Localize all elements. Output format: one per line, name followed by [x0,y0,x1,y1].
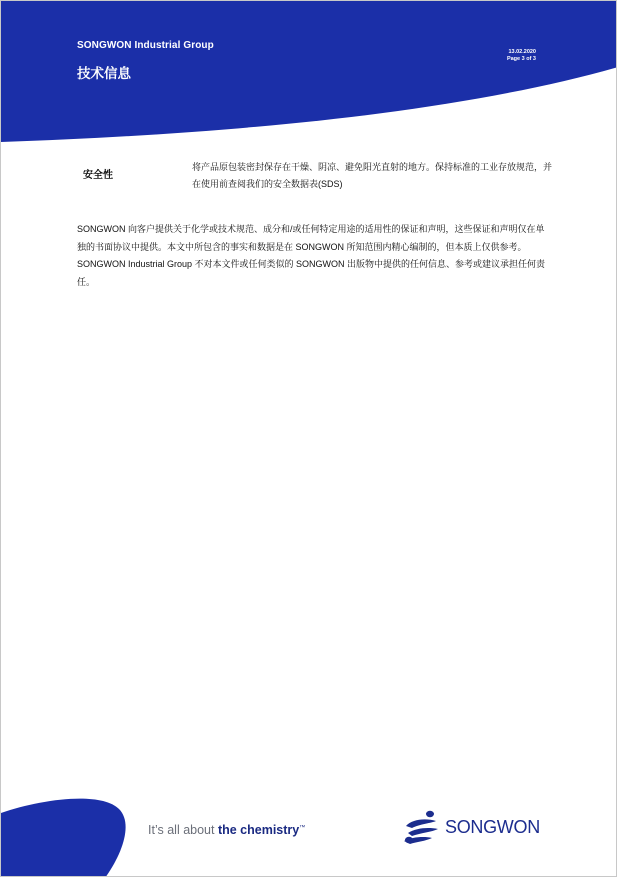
songwon-logo-icon [402,809,442,845]
footer-swoosh [1,791,131,877]
page-number: Page 3 of 3 [506,56,536,62]
trademark-symbol: ™ [299,824,306,831]
section-text-safety: 将产品原包装密封保存在干燥、阴凉、避免阳光直射的地方。保持标准的工业存放规范，并在使用前查阅我们的安全数据表(SDS) [192,162,553,189]
songwon-logo [402,809,540,845]
company-name: SONGWON Industrial Group [77,40,214,51]
document-meta [507,49,536,63]
brand-name: SONGWON [445,816,540,837]
disclaimer-paragraph: SONGWON 向客户提供关于化学或技术规范、成分和/或任何特定用途的适用性的保证和声明，这些保证和声明仅在单独的书面协议中提供。本文中所包含的事实和数据是在 SONGWON 所知范围内精心编制的，但本质上仅供参考。SONGWON Industrial Group 不对本文件或任何类似的 SONGWON 出版物中提供的任何信息、参考或建议承担任何责任。 [77,224,546,287]
section-label-safety: 安全性 [83,170,113,181]
footer-tagline [148,823,305,837]
tagline-emphasis: the chemistry [217,823,300,837]
document-title: 技术信息 [77,66,131,81]
document-date: 13.02.2020 [508,49,536,55]
tagline-prefix: It’s all about [148,823,218,837]
